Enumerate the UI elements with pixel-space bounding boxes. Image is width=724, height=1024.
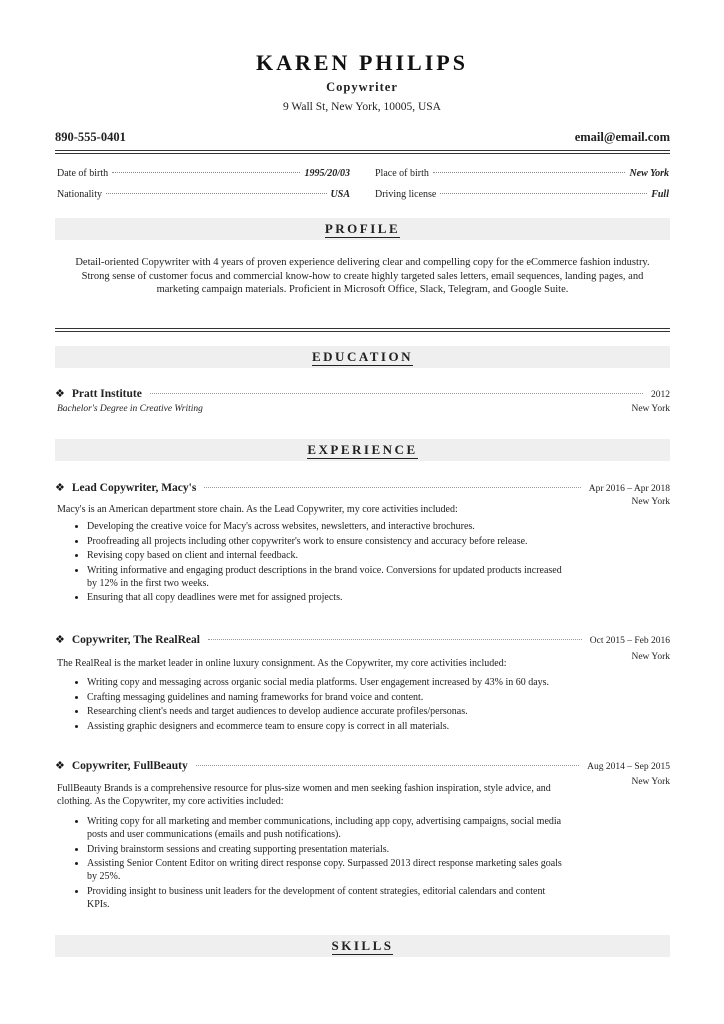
- dot-leader: [204, 487, 580, 488]
- license-value: Full: [651, 189, 669, 200]
- dob-row: [57, 168, 350, 179]
- job-description: Macy's is an American department store chain. As the Lead Copywriter, my core activities included:: [57, 504, 458, 515]
- job-title: Lead Copywriter, Macy's: [71, 482, 197, 494]
- school-name: Pratt Institute: [71, 388, 142, 400]
- dot-leader: [112, 172, 300, 173]
- dot-leader: [196, 765, 579, 766]
- email-address: email@email.com: [574, 130, 670, 144]
- license-row: [375, 189, 669, 200]
- list-item: • Writing informative and engaging product descriptions in the brand voice. Conversions for updated products increased by 12% in the first two weeks.: [87, 564, 567, 590]
- phone-number: 890-555-0401: [55, 130, 126, 144]
- dot-leader: [208, 639, 582, 640]
- candidate-address: 9 Wall St, New York, 10005, USA: [283, 101, 441, 113]
- diamond-bullet-icon: ❖: [55, 388, 65, 400]
- education-heading: EDUCATION: [312, 349, 413, 364]
- header-divider: [55, 150, 670, 154]
- job-location: New York: [631, 777, 670, 787]
- pob-value: New York: [629, 168, 669, 179]
- list-item: • Proofreading all projects including other copywriter's work to ensure consistency and accuracy before release.: [87, 535, 567, 548]
- job-title: Copywriter, The RealReal: [71, 634, 200, 646]
- job-dates: Apr 2016 – Apr 2018: [588, 484, 670, 494]
- nationality-row: [57, 189, 350, 200]
- job-description: The RealReal is the market leader in online luxury consignment. As the Copywriter, my core activities included:: [57, 658, 507, 669]
- list-item: • Crafting messaging guidelines and naming frameworks for brand voice and content.: [87, 691, 567, 704]
- list-item: • Writing copy for all marketing and member communications, including app copy, advertising campaigns, social media posts and user communications (emails and push notifications).: [87, 815, 567, 841]
- graduation-year: 2012: [651, 390, 670, 400]
- candidate-role: Copywriter: [326, 80, 398, 94]
- diamond-bullet-icon: ❖: [55, 482, 65, 494]
- dot-leader: [433, 172, 626, 173]
- job-location: New York: [631, 497, 670, 507]
- job-location: New York: [631, 652, 670, 662]
- diamond-bullet-icon: ❖: [55, 634, 65, 646]
- candidate-name: KAREN PHILIPS: [256, 50, 468, 75]
- list-item: • Ensuring that all copy deadlines were met for assigned projects.: [87, 591, 567, 604]
- job-duties-list: [57, 676, 567, 734]
- list-item: • Driving brainstorm sessions and creating supporting presentation materials.: [87, 843, 567, 856]
- job-duties-list: [57, 520, 567, 606]
- job-dates: Oct 2015 – Feb 2016: [589, 636, 670, 646]
- job-title: Copywriter, FullBeauty: [71, 760, 188, 772]
- profile-divider: [55, 328, 670, 332]
- list-item: • Assisting graphic designers and ecommerce team to ensure copy is correct in all materials.: [87, 720, 567, 733]
- job-entry: [55, 633, 670, 646]
- dot-leader: [106, 193, 327, 194]
- list-item: • Researching client's needs and target audiences to develop audience accurate profiles/personas.: [87, 705, 567, 718]
- job-entry: [55, 759, 670, 772]
- job-description: FullBeauty Brands is a comprehensive resource for plus-size women and men seeking fashion inspiration, style advice, and clothing. As the Copywriter, my core activities included:: [57, 783, 551, 807]
- list-item: • Revising copy based on client and internal feedback.: [87, 549, 567, 562]
- profile-summary: Detail-oriented Copywriter with 4 years of proven experience delivering clear and compelling copy for the eCommerce fashion industry. Strong sense of customer focus and commercial know-how to create highly targeted sales letters, email sequences, landing pages, and marketing campaign materials. Proficient in Microsoft Office, Slack, Telegram, and Google Suite.: [75, 257, 650, 295]
- job-dates: Aug 2014 – Sep 2015: [587, 762, 670, 772]
- dot-leader: [440, 193, 647, 194]
- dot-leader: [150, 393, 643, 394]
- list-item: • Developing the creative voice for Macy's across websites, newsletters, and interactive brochures.: [87, 520, 567, 533]
- education-section-header: [55, 346, 670, 368]
- nationality-value: USA: [330, 189, 350, 200]
- job-duties-list: [57, 815, 567, 912]
- experience-heading: EXPERIENCE: [307, 442, 418, 457]
- experience-section-header: [55, 439, 670, 461]
- education-location: New York: [631, 404, 670, 414]
- list-item: • Assisting Senior Content Editor on writing direct response copy. Surpassed 2013 direct response marketing sales goals by 25%.: [87, 857, 567, 883]
- dob-label: Date of birth: [57, 168, 109, 179]
- skills-heading: SKILLS: [331, 938, 394, 953]
- list-item: • Providing insight to business unit leaders for the development of content strategies, editorial calendars and content KPIs.: [87, 885, 567, 911]
- education-entry: [55, 387, 670, 400]
- profile-section-header: [55, 218, 670, 240]
- list-item: • Writing copy and messaging across organic social media platforms. User engagement increased by 43% in 60 days.: [87, 676, 567, 689]
- dob-value: 1995/20/03: [304, 168, 350, 179]
- license-label: Driving license: [375, 189, 437, 200]
- skills-section-header: [55, 935, 670, 957]
- nationality-label: Nationality: [57, 189, 102, 200]
- pob-label: Place of birth: [375, 168, 429, 179]
- pob-row: [375, 168, 669, 179]
- job-entry: [55, 481, 670, 494]
- profile-heading: PROFILE: [324, 221, 401, 236]
- degree-name: Bachelor's Degree in Creative Writing: [57, 404, 203, 414]
- diamond-bullet-icon: ❖: [55, 760, 65, 772]
